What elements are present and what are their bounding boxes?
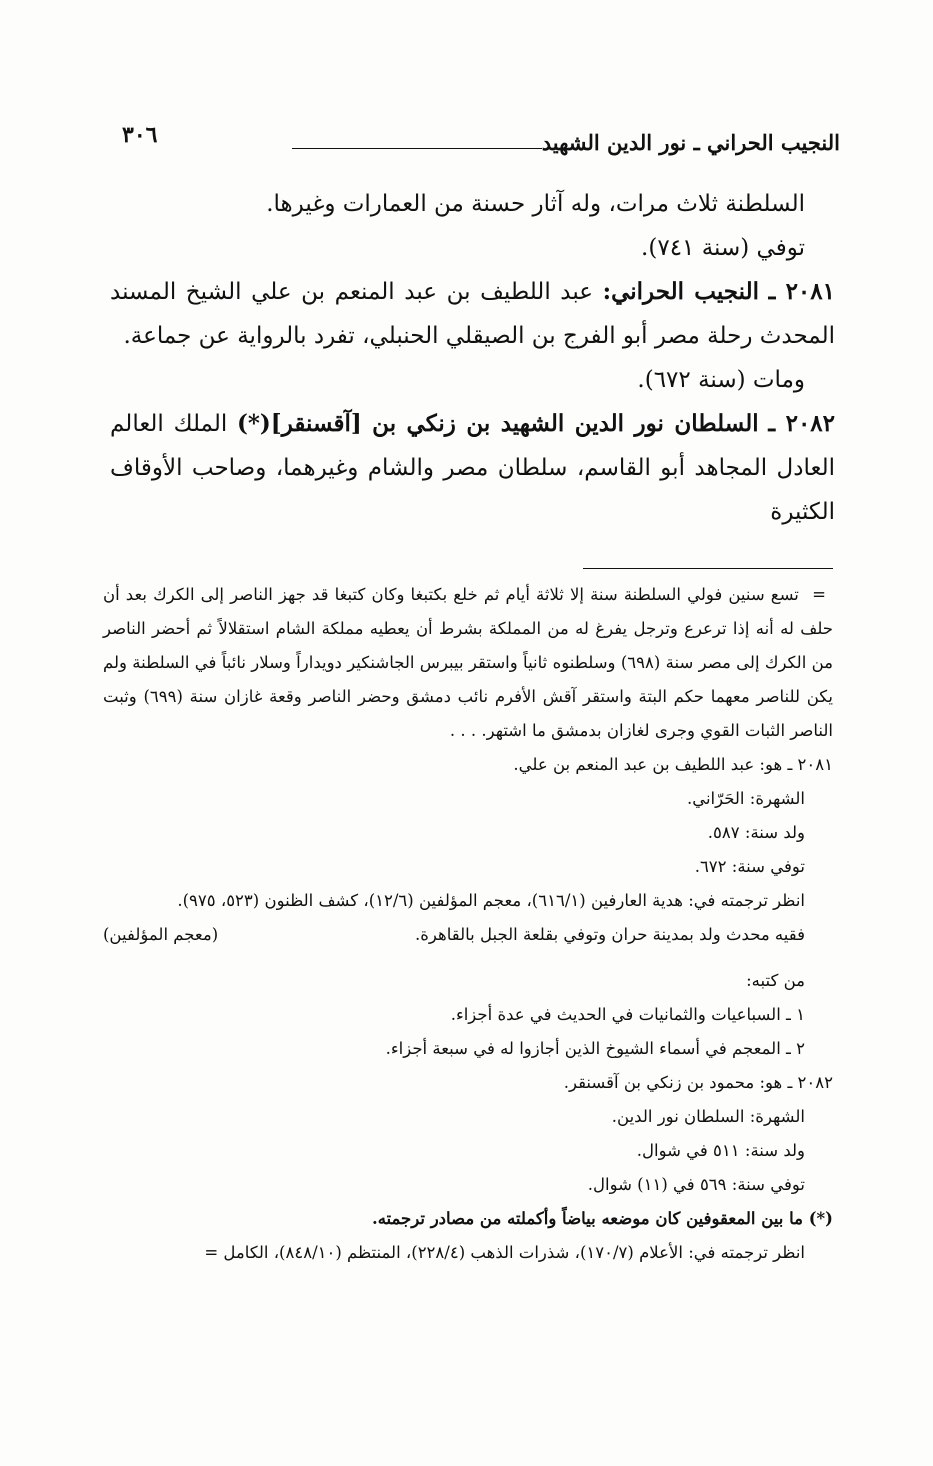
note-2081-book-2: ٢ ـ المعجم في أسماء الشيوخ الذين أجازوا له في سبعة أجزاء. <box>385 1039 805 1058</box>
note-2082-star: (*) ما بين المعقوفين كان موضعه بياضاً وأكملته من مصادر ترجمته. <box>371 1209 833 1228</box>
entry-2081 <box>110 270 835 358</box>
note-2081-head: ٢٠٨١ ـ هو: عبد اللطيف بن عبد المنعم بن علي. <box>513 755 833 774</box>
note-2081-desc-row <box>103 918 833 952</box>
entry-2081-death: ومات (سنة ٦٧٢). <box>637 367 805 393</box>
note-2081-born: ولد سنة: ٥٨٧. <box>707 823 805 842</box>
entry-2081-number: ٢٠٨١ ـ <box>768 278 835 305</box>
page-header <box>110 118 840 168</box>
main-line-2: توفي (سنة ٧٤١). <box>641 235 805 261</box>
entry-2082-text: الملك العالم العادل المجاهد أبو القاسم، سلطان مصر والشام وغيرهما، وصاحب الأوقاف الكثيرة <box>110 411 835 525</box>
note-2081-source: (معجم المؤلفين) <box>103 925 219 944</box>
footnotes <box>103 578 833 1270</box>
entry-2082-number: ٢٠٨٢ ـ <box>768 410 836 437</box>
note-continuation-text: تسع سنين فولي السلطنة سنة إلا ثلاثة أيام ثم خلع بكتبغا وكان كتبغا قد جهز الناصر إلى الكرك بعد أن حلف له أنه إذا ترعرع وترجل يفرغ له من المملكة بشرط أن يعطيه مملكة الشام استقلالاً ثم أحضر الناصر من الكرك إلى مصر سنة (٦٩٨) وسلطنوه ثانياً واستقر بيبرس الجاشنكير دويداراً وسلار نائباً في السلطنة ولم يكن للناصر معهما حكم البتة واستقر آقش الأفرم نائب دمشق وحضر الناصر وقعة غازان سنة (٦٩٩) وثبت الناصر الثبات القوي وجرى لغازان بدمشق ما اشتهر. . . . <box>103 585 833 740</box>
note-2081-desc: فقيه محدث ولد بمدينة حران وتوفي بقلعة الجبل بالقاهرة. <box>415 925 805 944</box>
main-line-1: السلطنة ثلاث مرات، وله آثار حسنة من العمارات وغيرها. <box>266 191 805 217</box>
entry-2082 <box>110 402 835 534</box>
note-2081-fame: الشهرة: الحَرّاني. <box>686 789 805 808</box>
note-2082-refs: انظر ترجمته في: الأعلام (١٧٠/٧)، شذرات الذهب (٢٢٨/٤)، المنتظم (٨٤٨/١٠)، الكامل = <box>204 1243 805 1262</box>
header-rule <box>292 148 542 149</box>
note-2082-head: ٢٠٨٢ ـ هو: محمود بن زنكي بن آقسنقر. <box>563 1073 833 1092</box>
entry-2081-text: عبد اللطيف بن عبد المنعم بن علي الشيخ المسند المحدث رحلة مصر أبو الفرج بن الصيقلي الحنبلي، تفرد بالرواية عن جماعة. <box>110 279 835 349</box>
note-2082-died: توفي سنة: ٥٦٩ في (١١) شوال. <box>587 1175 805 1194</box>
main-text <box>110 182 835 534</box>
note-2081-book-1: ١ ـ السباعيات والثمانيات في الحديث في عدة أجزاء. <box>450 1005 805 1024</box>
note-2081-refs: انظر ترجمته في: هدية العارفين (٦١٦/١)، معجم المؤلفين (١٢/٦)، كشف الظنون (٥٢٣، ٩٧٥). <box>177 891 805 910</box>
running-title: النجيب الحراني ـ نور الدين الشهيد <box>541 130 840 155</box>
note-gap <box>103 952 833 964</box>
entry-2082-name: السلطان نور الدين الشهيد بن زنكي بن [آقسنقر](*) <box>237 410 759 437</box>
note-2082-born: ولد سنة: ٥١١ في شوال. <box>636 1141 805 1160</box>
entry-2081-name: النجيب الحراني: <box>602 278 759 305</box>
note-2082-fame: الشهرة: السلطان نور الدين. <box>611 1107 805 1126</box>
note-2081-died: توفي سنة: ٦٧٢. <box>694 857 805 876</box>
continuation-mark: = <box>812 585 826 604</box>
page-number: ٣٠٦ <box>122 122 158 148</box>
note-2081-books-label: من كتبه: <box>746 971 805 990</box>
note-continuation <box>103 578 833 748</box>
footnote-rule <box>583 568 833 569</box>
